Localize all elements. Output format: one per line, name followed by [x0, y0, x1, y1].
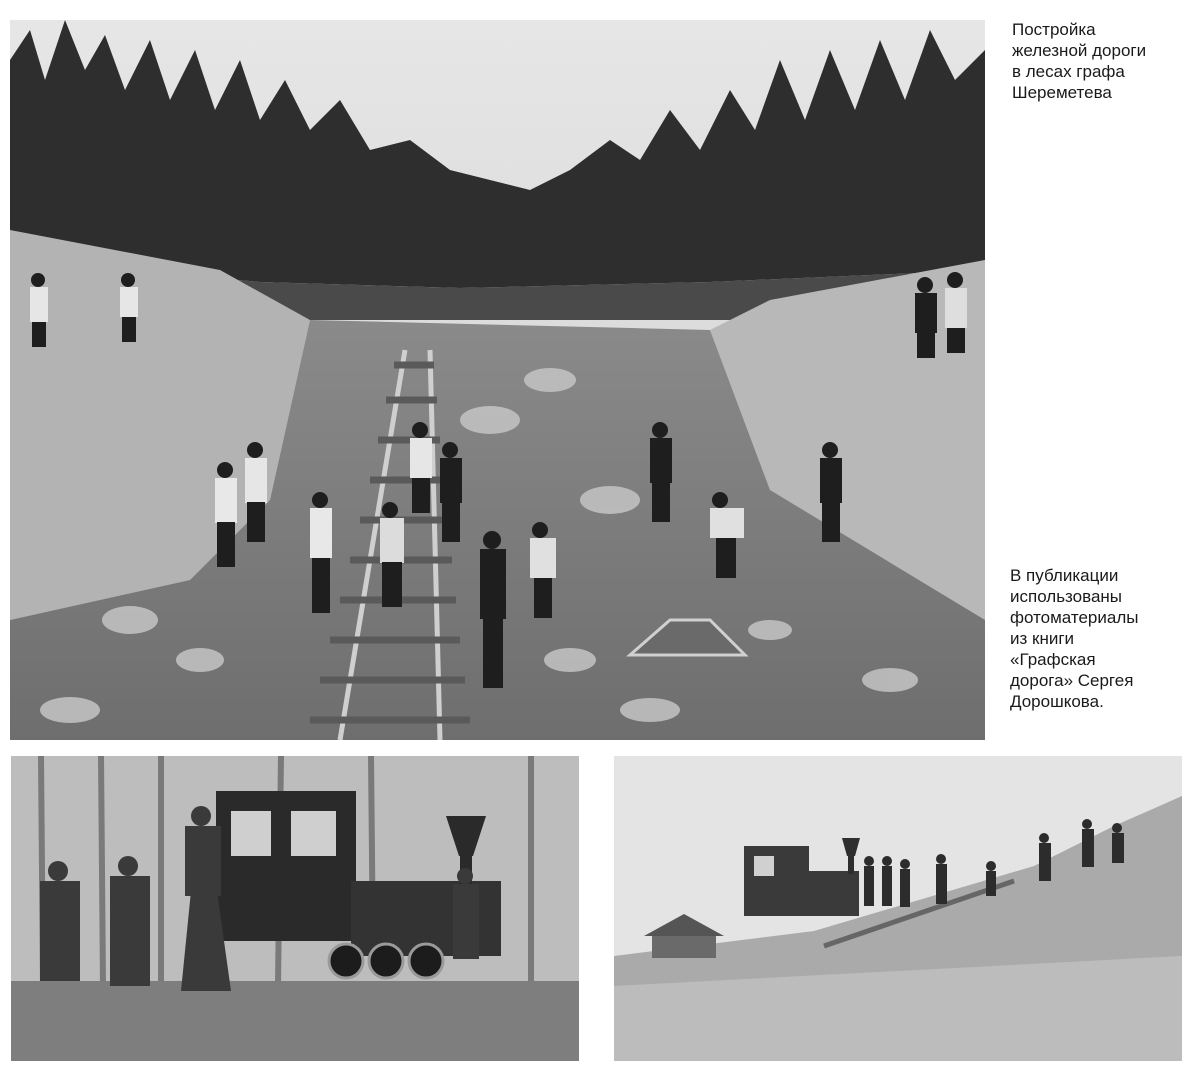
photo-caption: Постройка железной дороги в лесах графа Шереметева: [1012, 20, 1147, 102]
locomotive-on-embankment-illustration: [614, 756, 1182, 1061]
railway-construction-illustration: [10, 20, 985, 740]
locomotive-with-people-photo: [11, 756, 579, 1061]
locomotive-on-embankment-photo: [614, 756, 1182, 1061]
photo-credit-caption: В публикации использованы фотоматериалы из книги «Графская дорога» Сергея Дорошкова.: [1010, 566, 1139, 711]
locomotive-with-people-illustration: [11, 756, 579, 1061]
railway-construction-photo: [10, 20, 985, 740]
